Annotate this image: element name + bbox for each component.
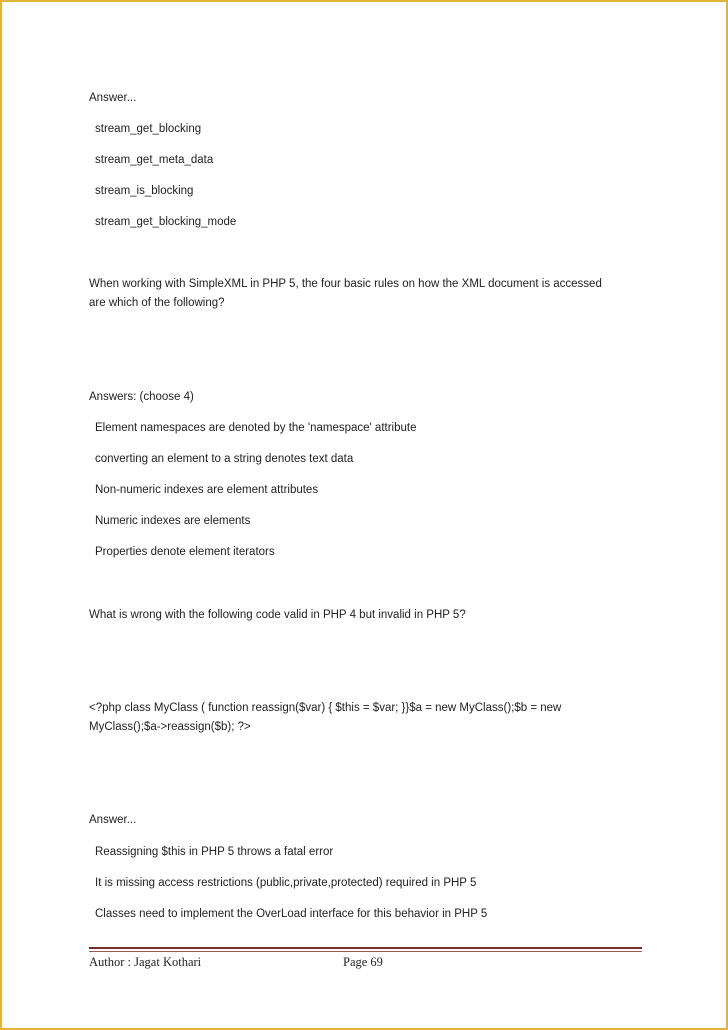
answer-option: Non-numeric indexes are element attributes xyxy=(95,484,319,496)
page-number: Page 69 xyxy=(343,955,383,969)
code-snippet: MyClass();$a->reassign($b); ?> xyxy=(89,721,251,733)
answer-option: Properties denote element iterators xyxy=(95,546,275,558)
answer-option: Reassigning $this in PHP 5 throws a fatal error xyxy=(95,846,334,858)
answer-heading-1: Answer... xyxy=(89,92,137,104)
answer-heading-2: Answers: (choose 4) xyxy=(89,391,194,403)
answer-option: stream_is_blocking xyxy=(95,185,194,197)
footer-divider xyxy=(89,947,642,949)
question-text: When working with SimpleXML in PHP 5, the four basic rules on how the XML document is accessed xyxy=(89,278,602,290)
answer-option: Numeric indexes are elements xyxy=(95,515,251,527)
code-snippet: <?php class MyClass ( function reassign($var) { $this = $var; }}$a = new MyClass();$b = new xyxy=(89,702,562,714)
footer-divider xyxy=(89,951,642,952)
question-text: are which of the following? xyxy=(89,297,225,309)
answer-option: stream_get_blocking_mode xyxy=(95,216,237,228)
answer-option: Classes need to implement the OverLoad interface for this behavior in PHP 5 xyxy=(95,908,488,920)
question-text: What is wrong with the following code valid in PHP 4 but invalid in PHP 5? xyxy=(89,609,466,621)
answer-option: stream_get_blocking xyxy=(95,123,202,135)
footer-author: Author : Jagat Kothari xyxy=(89,955,202,969)
answer-heading-3: Answer... xyxy=(89,814,137,826)
answer-option: Element namespaces are denoted by the 'namespace' attribute xyxy=(95,422,417,434)
answer-option: stream_get_meta_data xyxy=(95,154,214,166)
answer-option: It is missing access restrictions (public,private,protected) required in PHP 5 xyxy=(95,877,477,889)
answer-option: converting an element to a string denotes text data xyxy=(95,453,354,465)
